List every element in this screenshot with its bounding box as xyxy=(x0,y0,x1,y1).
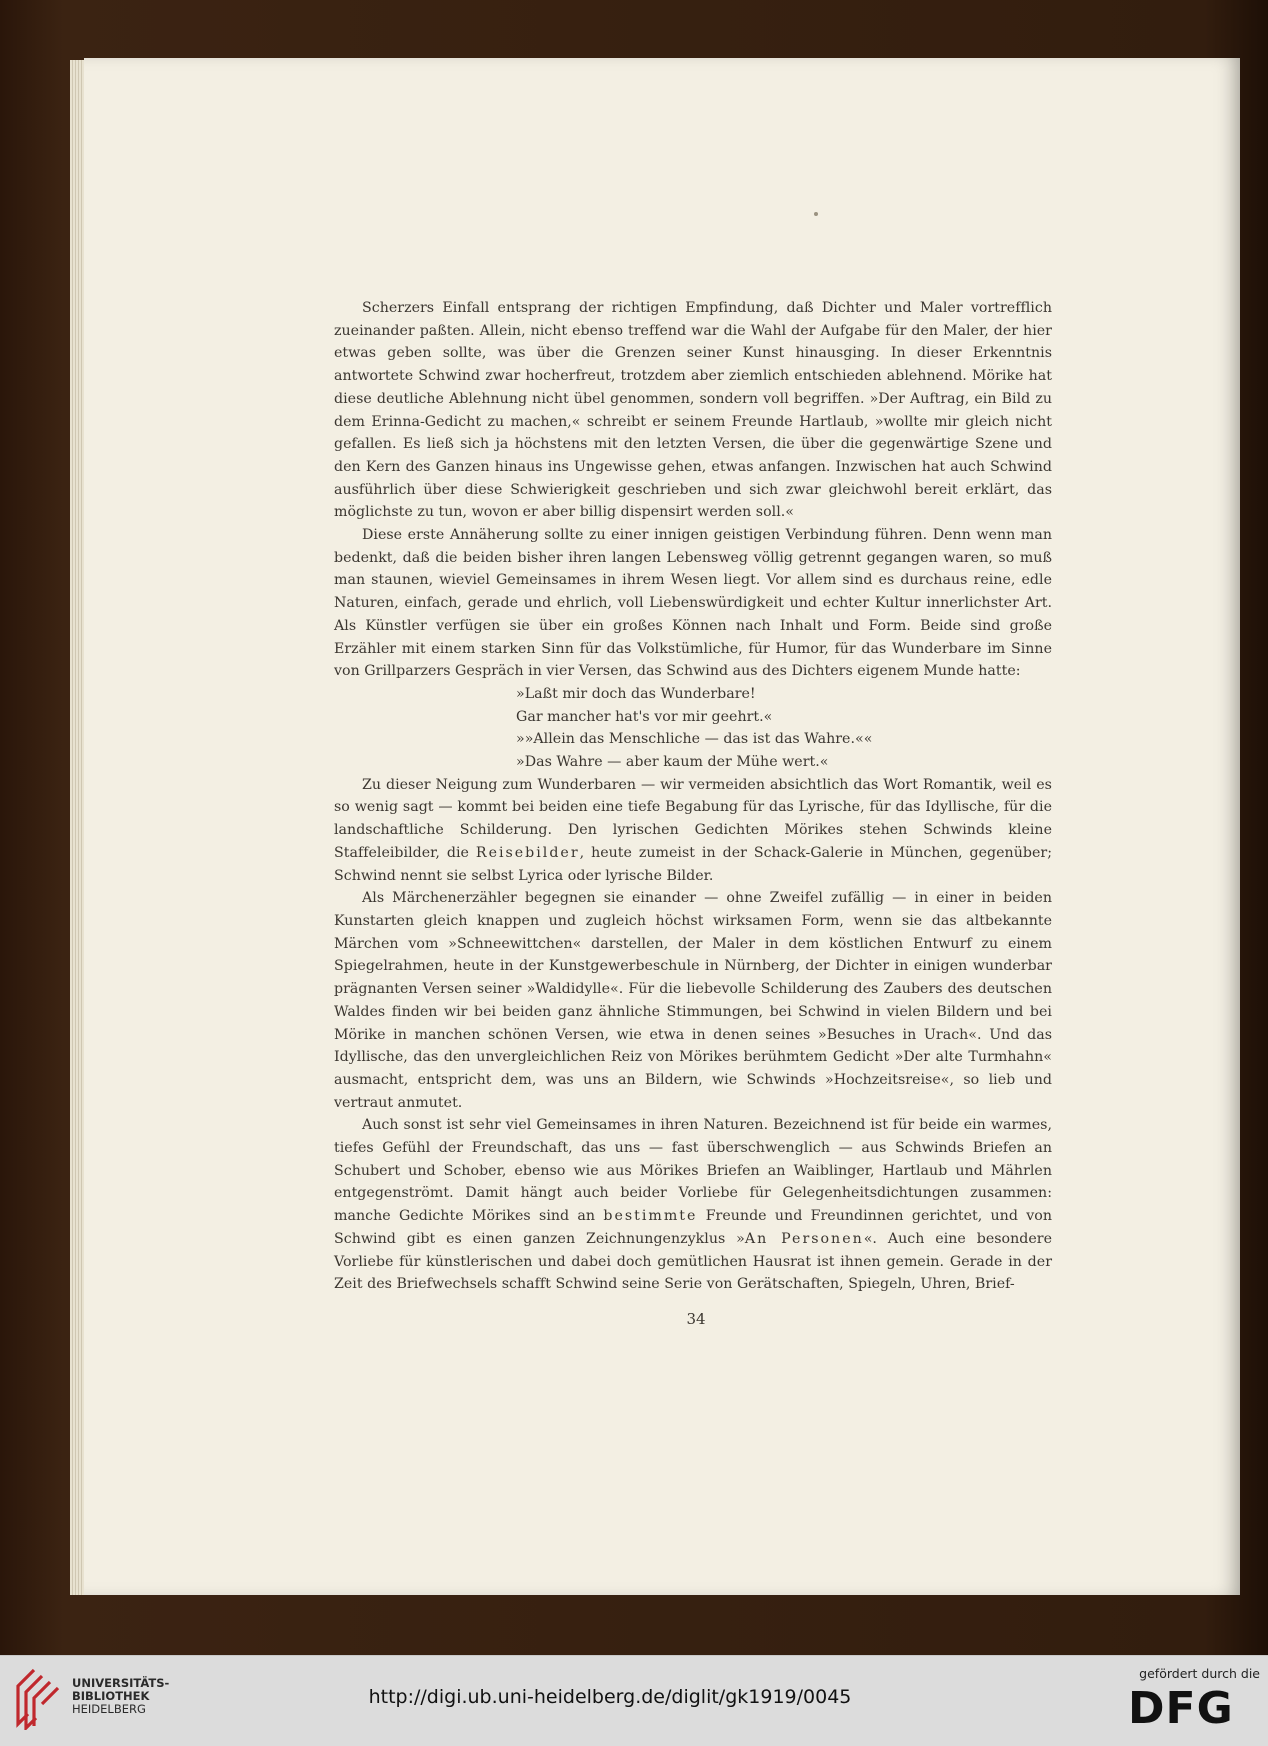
page-number: 34 xyxy=(686,1310,706,1328)
emphasis-reisebilder: Reisebilder xyxy=(475,844,580,861)
verse-line-2: Gar mancher hat's vor mir geehrt.« xyxy=(516,708,773,725)
emphasis-bestimmte: bestimmte xyxy=(603,1208,698,1225)
paragraph-5-b: Freunde und Freundinnen gerichtet, und von Schwind gibt es einen ganzen Zeichnungenzyklus » xyxy=(334,1208,1052,1247)
paper-speck xyxy=(814,212,818,216)
verse-line-3: »»Allein das Menschliche — das ist das Wahre.«« xyxy=(516,731,873,748)
paragraph-5-c: «. Auch eine besondere Vorliebe für künstlerischen und dabei doch gemütlichen Hausrat ist ihnen gemein. Gerade in der Zeit des Briefwechsels schafft Schwind seine Serie von Gerätschaften, Spiegeln, Uhren, Brief- xyxy=(334,1230,1053,1293)
paragraph-2: Diese erste Annäherung sollte zu einer innigen geistigen Verbindung führen. Denn wenn man bedenkt, daß die beiden bisher ihren langen Lebensweg völlig getrennt gegangen waren, so muß man staunen, wieviel Gemeinsames in ihrem Wesen liegt. Vor allem sind es durchaus reine, edle Naturen, einfach, gerade und ehrlich, voll Liebenswürdigkeit und echter Kultur innerlichster Art. Als Künstler verfügen sie über ein großes Können nach Inhalt und Form. Beide sind große Erzähler mit einem starken Sinn für das Volkstümliche, für Humor, für das Wunderbare im Sinne von Grillparzers Gespräch in vier Versen, das Schwind aus des Dichters eigenem Munde hatte: xyxy=(334,527,1052,680)
paragraph-1: Scherzers Einfall entsprang der richtigen Empfindung, daß Dichter und Maler vortrefflich zueinander paßten. Allein, nicht ebenso treffend war die Wahl der Aufgabe für den Maler, der hier etwas geben sollte, was über die Grenzen seiner Kunst hinausging. In dieser Erkenntnis antwortete Schwind zwar hocherfreut, trotzdem aber ziemlich entschieden ablehnend. Mörike hat diese deutliche Ablehnung nicht übel genommen, sondern voll begriffen. »Der Auftrag, ein Bild zu dem Erinna-Gedicht zu machen,« schreibt er seinem Freunde Hartlaub, »wollte mir gleich nicht gefallen. Es ließ sich ja höchstens mit den letzten Versen, die über die gegenwärtige Szene und den Kern des Ganzen hinaus ins Ungewisse gehen, etwas anfangen. Inzwischen hat auch Schwind ausführlich über diese Schwierigkeit geschrieben und sich zwar gleichwohl bereit erklärt, das möglichste zu tun, wovon er aber billig dispensirt werden soll.« xyxy=(334,300,1052,521)
library-name-line-3: HEIDELBERG xyxy=(72,1702,146,1716)
dfg-logo[interactable]: DFG xyxy=(1128,1683,1234,1734)
funded-by-label: gefördert durch die xyxy=(1139,1666,1260,1681)
paragraph-4: Als Märchenerzähler begegnen sie einander — ohne Zweifel zufällig — in einer in beiden Kunstarten gleich knappen und zugleich höchst wirksamen Form, wenn sie das altbekannte Märchen vom »Schneewittchen« darstellen, der Maler in dem köstlichen Entwurf zu einem Spiegelrahmen, heute in der Kunstgewerbeschule in Nürnberg, der Dichter in einigen wunderbar prägnanten Versen seiner »Waldidylle«. Für die liebevolle Schilderung des Zaubers des deutschen Waldes finden wir bei beiden ganz ähnliche Stimmungen, bei Schwind in vielen Bildern und bei Mörike in manchen schönen Versen, wie etwa in denen seines »Besuches in Urach«. Und das Idyllische, das den unvergleichlichen Reiz von Mörikes berühmtem Gedicht »Der alte Turmhahn« ausmacht, entspricht dem, was uns an Bildern, wie Schwinds »Hochzeitsreise«, so lieb und vertraut anmutet. xyxy=(334,890,1052,1111)
verse-line-1: »Laßt mir doch das Wunderbare! xyxy=(516,685,756,702)
library-name-line-2: BIBLIOTHEK xyxy=(72,1689,150,1703)
verse-quote xyxy=(516,683,1052,774)
paragraph-5 xyxy=(334,1114,1052,1296)
verse-line-4: »Das Wahre — aber kaum der Mühe wert.« xyxy=(516,754,829,771)
paragraph-5-a: Auch sonst ist sehr viel Gemeinsames in ihren Naturen. Bezeichnend ist für beide ein warmes, tiefes Gefühl der Freundschaft, das uns — fast überschwenglich — aus Schwinds Briefen an Schubert und Schober, ebenso wie aus Mörikes Briefen an Waiblinger, Hartlaub und Mährlen entgegenströmt. Damit hängt auch beider Vorliebe für Gelegenheitsdichtungen zusammen: manche Gedichte Mörikes sind an xyxy=(334,1117,1052,1225)
library-name-line-1: UNIVERSITÄTS- xyxy=(72,1676,170,1690)
viewer-footer xyxy=(0,1655,1268,1746)
emphasis-an-personen: An Personen xyxy=(744,1230,864,1247)
paragraph-3-start: Zu dieser Neigung zum Wunderbaren — wir vermeiden absichtlich das Wort Romantik, weil es so wenig sagt — kommt bei beiden eine tiefe Begabung für das Lyrische, für das Idyllische, für die landschaftliche Schilderung. Den lyrischen Gedichten Mörikes stehen Schwinds kleine Staffeleibilder, die xyxy=(334,776,1052,861)
permalink-url[interactable]: http://digi.ub.uni-heidelberg.de/diglit/gk1919/0045 xyxy=(368,1686,852,1708)
library-logo-icon[interactable] xyxy=(14,1666,62,1730)
body-text xyxy=(334,297,1052,1296)
paragraph-3 xyxy=(334,774,1052,888)
library-name[interactable] xyxy=(72,1677,169,1716)
paragraph-3-end: , heute zumeist in der Schack-Galerie in München, gegenüber; Schwind nennt sie selbst Lyrica oder lyrische Bilder. xyxy=(334,844,1052,884)
